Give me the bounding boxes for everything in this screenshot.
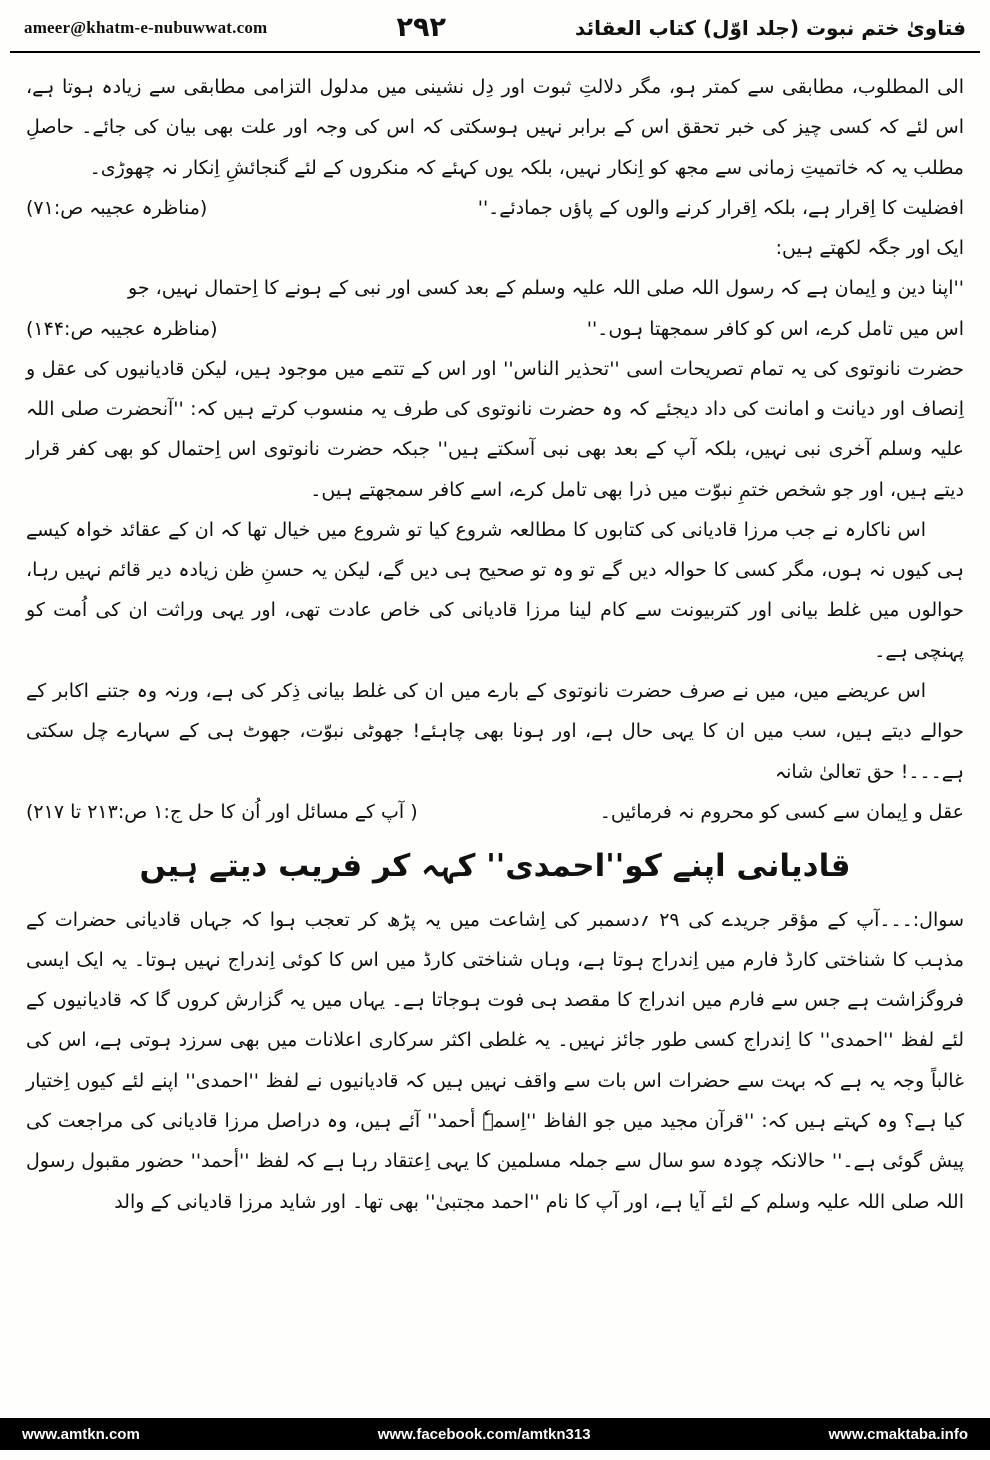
page-number: ۲۹۲ <box>396 12 446 43</box>
footer-url-facebook: www.facebook.com/amtkn313 <box>377 1425 591 1443</box>
citation-1: (مناظرہ عجیبہ ص:۷۱) <box>26 196 208 219</box>
citation-3: ( آپ کے مسائل اور اُن کا حل ج:۱ ص:۲۱۳ تا ۲۱۷) <box>26 800 418 823</box>
footer-url-cmaktaba: www.cmaktaba.info <box>828 1425 968 1443</box>
paragraph-4-end-text: عقل و اِیمان سے کسی کو محروم نہ فرمائیں۔ <box>599 800 964 823</box>
paragraph-1: الی المطلوب، مطابقی سے کمتر ہو، مگر دلالتِ ثبوت اور دِل نشینی میں مدلول التزامی مطابقی سے زیادہ ہوتا ہے، اس لئے کہ کسی چیز کی خبر تحقق اس کے برابر نہیں ہوسکتی کہ اس کی وجہ اور علت بھی بیان کی جائے۔ حاصلِ مطلب یہ کہ خاتمیتِ زمانی سے مجھ کو اِنکار نہیں، بلکہ یوں کہئے کہ منکروں کے لئے گنجائشِ اِنکار نہ چھوڑی۔ <box>26 76 964 179</box>
paragraph-1-end-line <box>26 188 964 228</box>
header-email: ameer@khatm-e-nubuwwat.com <box>24 17 268 37</box>
footer-url-amtkn: www.amtkn.com <box>22 1425 140 1443</box>
section-heading: قادیانی اپنے کو''احمدی'' کہہ کر فریب دیتے ہیں <box>139 848 851 885</box>
footer-bar <box>0 1418 990 1450</box>
paragraph-1-end-text: افضلیت کا اِقرار ہے، بلکہ اِقرار کرنے والوں کے پاؤں جمادئے۔'' <box>477 196 964 219</box>
paragraph-4-end-line <box>26 792 964 832</box>
page-body <box>0 53 990 1418</box>
paragraph-2: حضرت نانوتوی کی یہ تمام تصریحات اسی ''تحذیر الناس'' اور اس کے تتمے میں موجود ہیں، لیکن قادیانیوں کی عقل و اِنصاف اور دیانت و امانت کی داد دیجئے کہ وہ حضرت نانوتوی کی طرف یہ منسوب کرتے ہیں کہ: ''آنحضرت صلی اللہ علیہ وسلم آخری نبی نہیں، بلکہ آپ کے بعد بھی نبی آسکتے ہیں'' جبکہ حضرت نانوتوی اس اِحتمال کو بھی کفر قرار دیتے ہیں، اور جو شخص ختمِ نبوّت میں ذرا بھی تامل کرے، اسے کافر سمجھتے ہیں۔ <box>26 357 964 501</box>
intro-line: ایک اور جگہ لکھتے ہیں: <box>775 237 964 260</box>
quote-end-text: اس میں تامل کرے، اس کو کافر سمجھتا ہوں۔'' <box>586 317 964 340</box>
paragraph-5-question: سوال:۔۔۔آپ کے مؤقر جریدے کی ۲۹ ؍دسمبر کی اِشاعت میں یہ پڑھ کر تعجب ہوا کہ جہاں قادیانی حضرات کے مذہب کا شناختی کارڈ فارم میں اِندراج ہوتا ہے، وہاں شناختی کارڈ میں اس کا کوئی اِندراج نہیں ہوتا۔ یہ ایک ایسی فروگزاشت ہے جس سے فارم میں اندراج کا مقصد ہی فوت ہوجاتا ہے۔ یہاں میں یہ گزارش کروں گا کہ قادیانیوں کے لئے لفظ ''احمدی'' کا اِندراج کسی طور جائز نہیں۔ یہ غلطی اکثر سرکاری اعلانات میں بھی سرزد ہوتی ہے، اس کی غالباً وجہ یہ ہے کہ بہت سے حضرات اس بات سے واقف نہیں ہیں کہ قادیانیوں نے لفظ ''احمدی'' اپنے لئے کیوں اِختیار کیا ہے؟ وہ کہتے ہیں کہ: ''قرآن مجید میں جو الفاظ ''اِسمہٗ أحمد'' آئے ہیں، وہ دراصل مرزا قادیانی کی مراجعت کی پیش گوئی ہے۔'' حالانکہ چودہ سو سال سے جملہ مسلمین کا یہی اِعتقاد رہا ہے کہ لفظ ''أحمد'' حضور مقبول رسول اللہ صلی اللہ علیہ وسلم کے لئے آیا ہے، اور آپ کا نام ''احمد مجتبیٰ'' بھی تھا۔ اور شاید مرزا قادیانی کے والد <box>26 908 964 1213</box>
page-header <box>0 0 990 49</box>
citation-2: (مناظرہ عجیبہ ص:۱۴۴) <box>26 317 218 340</box>
quote-end-line <box>26 309 964 349</box>
quote-paragraph: ''اپنا دین و اِیمان ہے کہ رسول اللہ صلی اللہ علیہ وسلم کے بعد کسی اور نبی کے ہونے کا اِحتمال نہیں، جو <box>128 277 964 300</box>
book-title: فتاویٰ ختم نبوت (جلد اوّل) کتاب العقائد <box>575 15 966 40</box>
paragraph-4: اس عریضے میں، میں نے صرف حضرت نانوتوی کے بارے میں ان کی غلط بیانی ذِکر کی ہے، ورنہ وہ جتنے اکابر کے حوالے دیتے ہیں، سب میں ان کا یہی حال ہے، اور ہونا بھی چاہئے! جھوٹی نبوّت، جھوٹ ہی کے سہارے چل سکتی ہے۔۔۔! حق تعالیٰ شانہ <box>26 679 964 783</box>
paragraph-3: اس ناکارہ نے جب مرزا قادیانی کی کتابوں کا مطالعہ شروع کیا تو شروع میں خیال تھا کہ ان کے عقائد خواہ کیسے ہی کیوں نہ ہوں، مگر کسی کا حوالہ دیں گے تو وہ تو صحیح ہی دیں گے، لیکن یہ حسنِ ظن زیادہ دیر قائم نہیں رہا، حوالوں میں غلط بیانی اور کتربیونت سے کام لینا مرزا قادیانی کی خاص عادت تھی، اور یہی وراثت ان کی اُمت کو پہنچی ہے۔ <box>26 518 964 662</box>
